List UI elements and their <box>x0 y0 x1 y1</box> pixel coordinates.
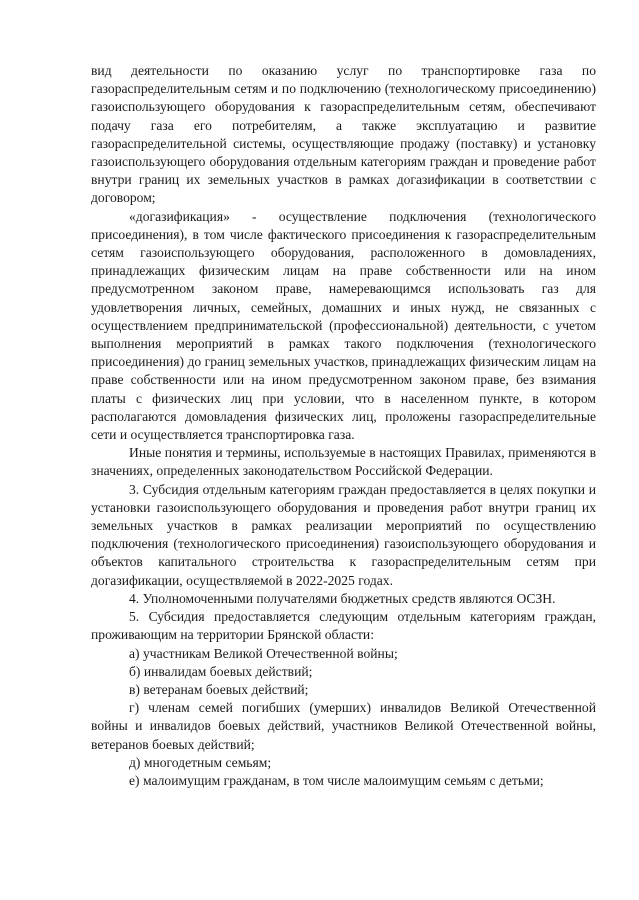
paragraph-degasification-definition: «догазификация» - осуществление подключения (технологического присоединения), в том числе фактического присоединения к газораспределительным сетям газоиспользующего оборудования, расположенного в домовладениях, принадлежащих физическим лицам на праве собственности или на ином предусмотренном законом праве, намеревающимся использовать газ для удовлетворения личных, семейных, домашних и иных нужд, не связанных с осуществлением предпринимательской (профессиональной) деятельности, с учетом выполнения мероприятий в рамках такого подключения (технологического присоединения) до границ земельных участков, принадлежащих физическим лицам на праве собственности или на ином предусмотренном законом праве, без взимания платы с физических лиц при условии, что в населенном пункте, в котором располагаются домовладения физических лиц, проложены газораспределительные сети и осуществляется транспортировка газа. <box>91 208 596 443</box>
paragraph-gas-distribution-org: вид деятельности по оказанию услуг по транспортировке газа по газораспределительным сетям и по подключению (технологическому присоединению) газоиспользующего оборудования к газораспределительным сетям, обеспечивают подачу газа его потребителям, а также эксплуатацию и развитие газораспределительной системы, осуществляющие продажу (поставку) и установку газоиспользующего оборудования отдельным категориям граждан и проведение работ внутри границ их земельных участков в рамках догазификации в соответствии с договором; <box>91 63 596 206</box>
list-item-d: д) многодетным семьям; <box>129 754 272 770</box>
paragraph-item-5: 5. Субсидия предоставляется следующим отдельным категориям граждан, проживающим на территории Брянской области: <box>91 609 596 643</box>
document-page <box>91 62 596 790</box>
list-item-e: е) малоимущим гражданам, в том числе малоимущим семьям с детьми; <box>129 772 544 788</box>
paragraph-item-4: 4. Уполномоченными получателями бюджетных средств являются ОСЗН. <box>129 590 556 606</box>
paragraph-other-terms: Иные понятия и термины, используемые в настоящих Правилах, применяются в значениях, определенных законодательством Российской Федерации. <box>91 445 596 479</box>
paragraph-item-3: 3. Субсидия отдельным категориям граждан предоставляется в целях покупки и установки газоиспользующего оборудования и проведения работ внутри границ их земельных участков в рамках реализации мероприятий по осуществлению подключения (технологического присоединения) газоиспользующего оборудования и объектов капитального строительства к газораспределительным сетям при догазификации, осуществляемой в 2022-2025 годах. <box>91 481 596 588</box>
list-item-a: а) участникам Великой Отечественной войны; <box>129 645 398 661</box>
list-item-v: в) ветеранам боевых действий; <box>129 681 309 697</box>
list-item-g: г) членам семей погибших (умерших) инвалидов Великой Отечественной войны и инвалидов боевых действий, участников Великой Отечественной войны, ветеранов боевых действий; <box>91 700 596 752</box>
list-item-b: б) инвалидам боевых действий; <box>129 663 313 679</box>
